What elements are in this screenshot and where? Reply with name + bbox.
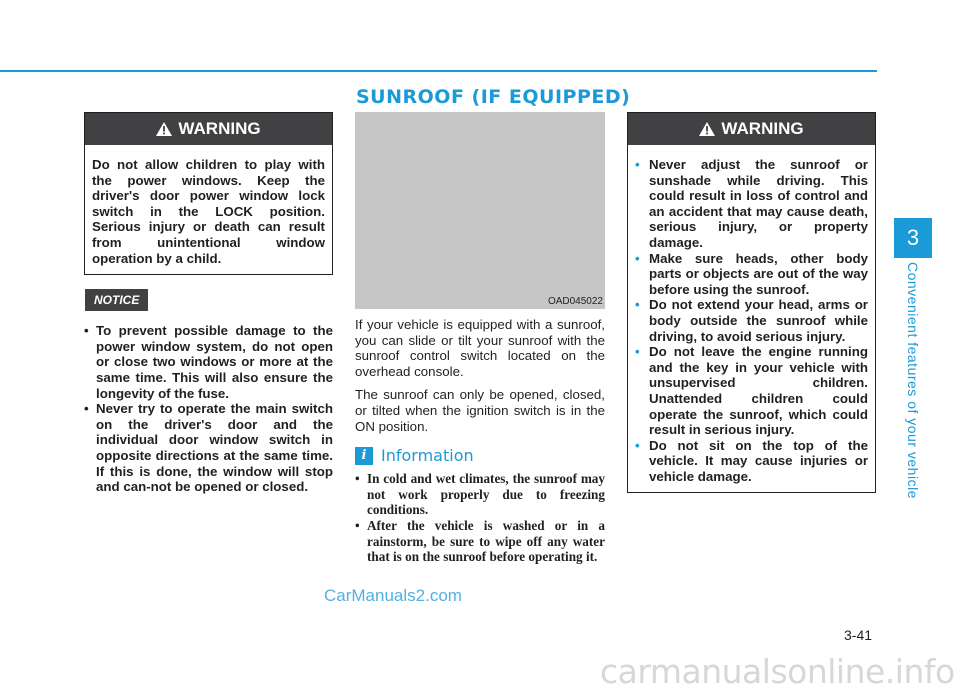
info-icon: i: [355, 447, 373, 465]
list-item: • Do not leave the engine running and the key in your vehicle with unsupervised children. Unattended children could operate the sunroof, which could result in serious injury.: [635, 344, 868, 438]
chapter-title: [894, 261, 932, 499]
warning-heading: WARNING: [721, 119, 804, 138]
list-item: • Make sure heads, other body parts or objects are out of the way before using the sunroof.: [635, 251, 868, 298]
section-title: SUNROOF (IF EQUIPPED): [356, 86, 631, 108]
list-item: • After the vehicle is washed or in a rainstorm, be sure to wipe off any water that is on the sunroof before operating it.: [355, 518, 605, 565]
right-column: [627, 112, 876, 493]
warning-heading: WARNING: [178, 119, 261, 138]
page-number: 3-41: [844, 627, 873, 643]
warning-header: [85, 113, 332, 145]
header-rule: [0, 70, 877, 72]
notice-list: [84, 323, 333, 495]
middle-column: [355, 112, 605, 565]
chapter-number-tab: 3: [894, 218, 932, 258]
warning-list: [628, 145, 875, 492]
warning-header: [628, 113, 875, 145]
notice-badge: NOTICE: [85, 289, 148, 311]
information-heading: Information: [381, 446, 474, 466]
list-item: • To prevent possible damage to the power window system, do not open or close two windows or more at the same time. This will also ensure the longevity of the fuse.: [84, 323, 333, 401]
warning-box-children: [84, 112, 333, 275]
information-list: [355, 471, 605, 565]
warning-triangle-icon: [699, 122, 715, 136]
warning-text: Do not allow children to play with the power windows. Keep the driver's door power window lock switch in the LOCK position. Serious injury or death can result from unintentional window operation by a child.: [92, 157, 325, 266]
list-item: • Never try to operate the main switch on the driver's door and the individual door window switch in opposite directions at the same time. If this is done, the window will stop and can-not be opened or closed.: [84, 401, 333, 495]
warning-box-sunroof: [627, 112, 876, 493]
list-item: • Do not sit on the top of the vehicle. It may cause injuries or vehicle damage.: [635, 438, 868, 485]
footer-watermark: carmanualsonline.info: [600, 652, 955, 691]
list-item: • In cold and wet climates, the sunroof may not work properly due to freezing conditions.: [355, 471, 605, 518]
chapter-title-text: Convenient features of your vehicle: [905, 261, 921, 499]
sunroof-illustration: [355, 112, 605, 309]
information-header: [355, 446, 605, 465]
watermark-link[interactable]: CarManuals2.com: [324, 586, 462, 605]
body-paragraph: The sunroof can only be opened, closed, or tilted when the ignition switch is in the ON position.: [355, 387, 605, 434]
list-item: • Do not extend your head, arms or body outside the sunroof while driving, to avoid serious injury.: [635, 297, 868, 344]
left-column: [84, 112, 333, 495]
warning-triangle-icon: [156, 122, 172, 136]
list-item: • Never adjust the sunroof or sunshade while driving. This could result in loss of control and an accident that may cause death, serious injury, or property damage.: [635, 157, 868, 251]
image-code: OAD045022: [547, 296, 603, 307]
body-paragraph: If your vehicle is equipped with a sunroof, you can slide or tilt your sunroof with the sunroof control switch located on the overhead console.: [355, 317, 605, 379]
